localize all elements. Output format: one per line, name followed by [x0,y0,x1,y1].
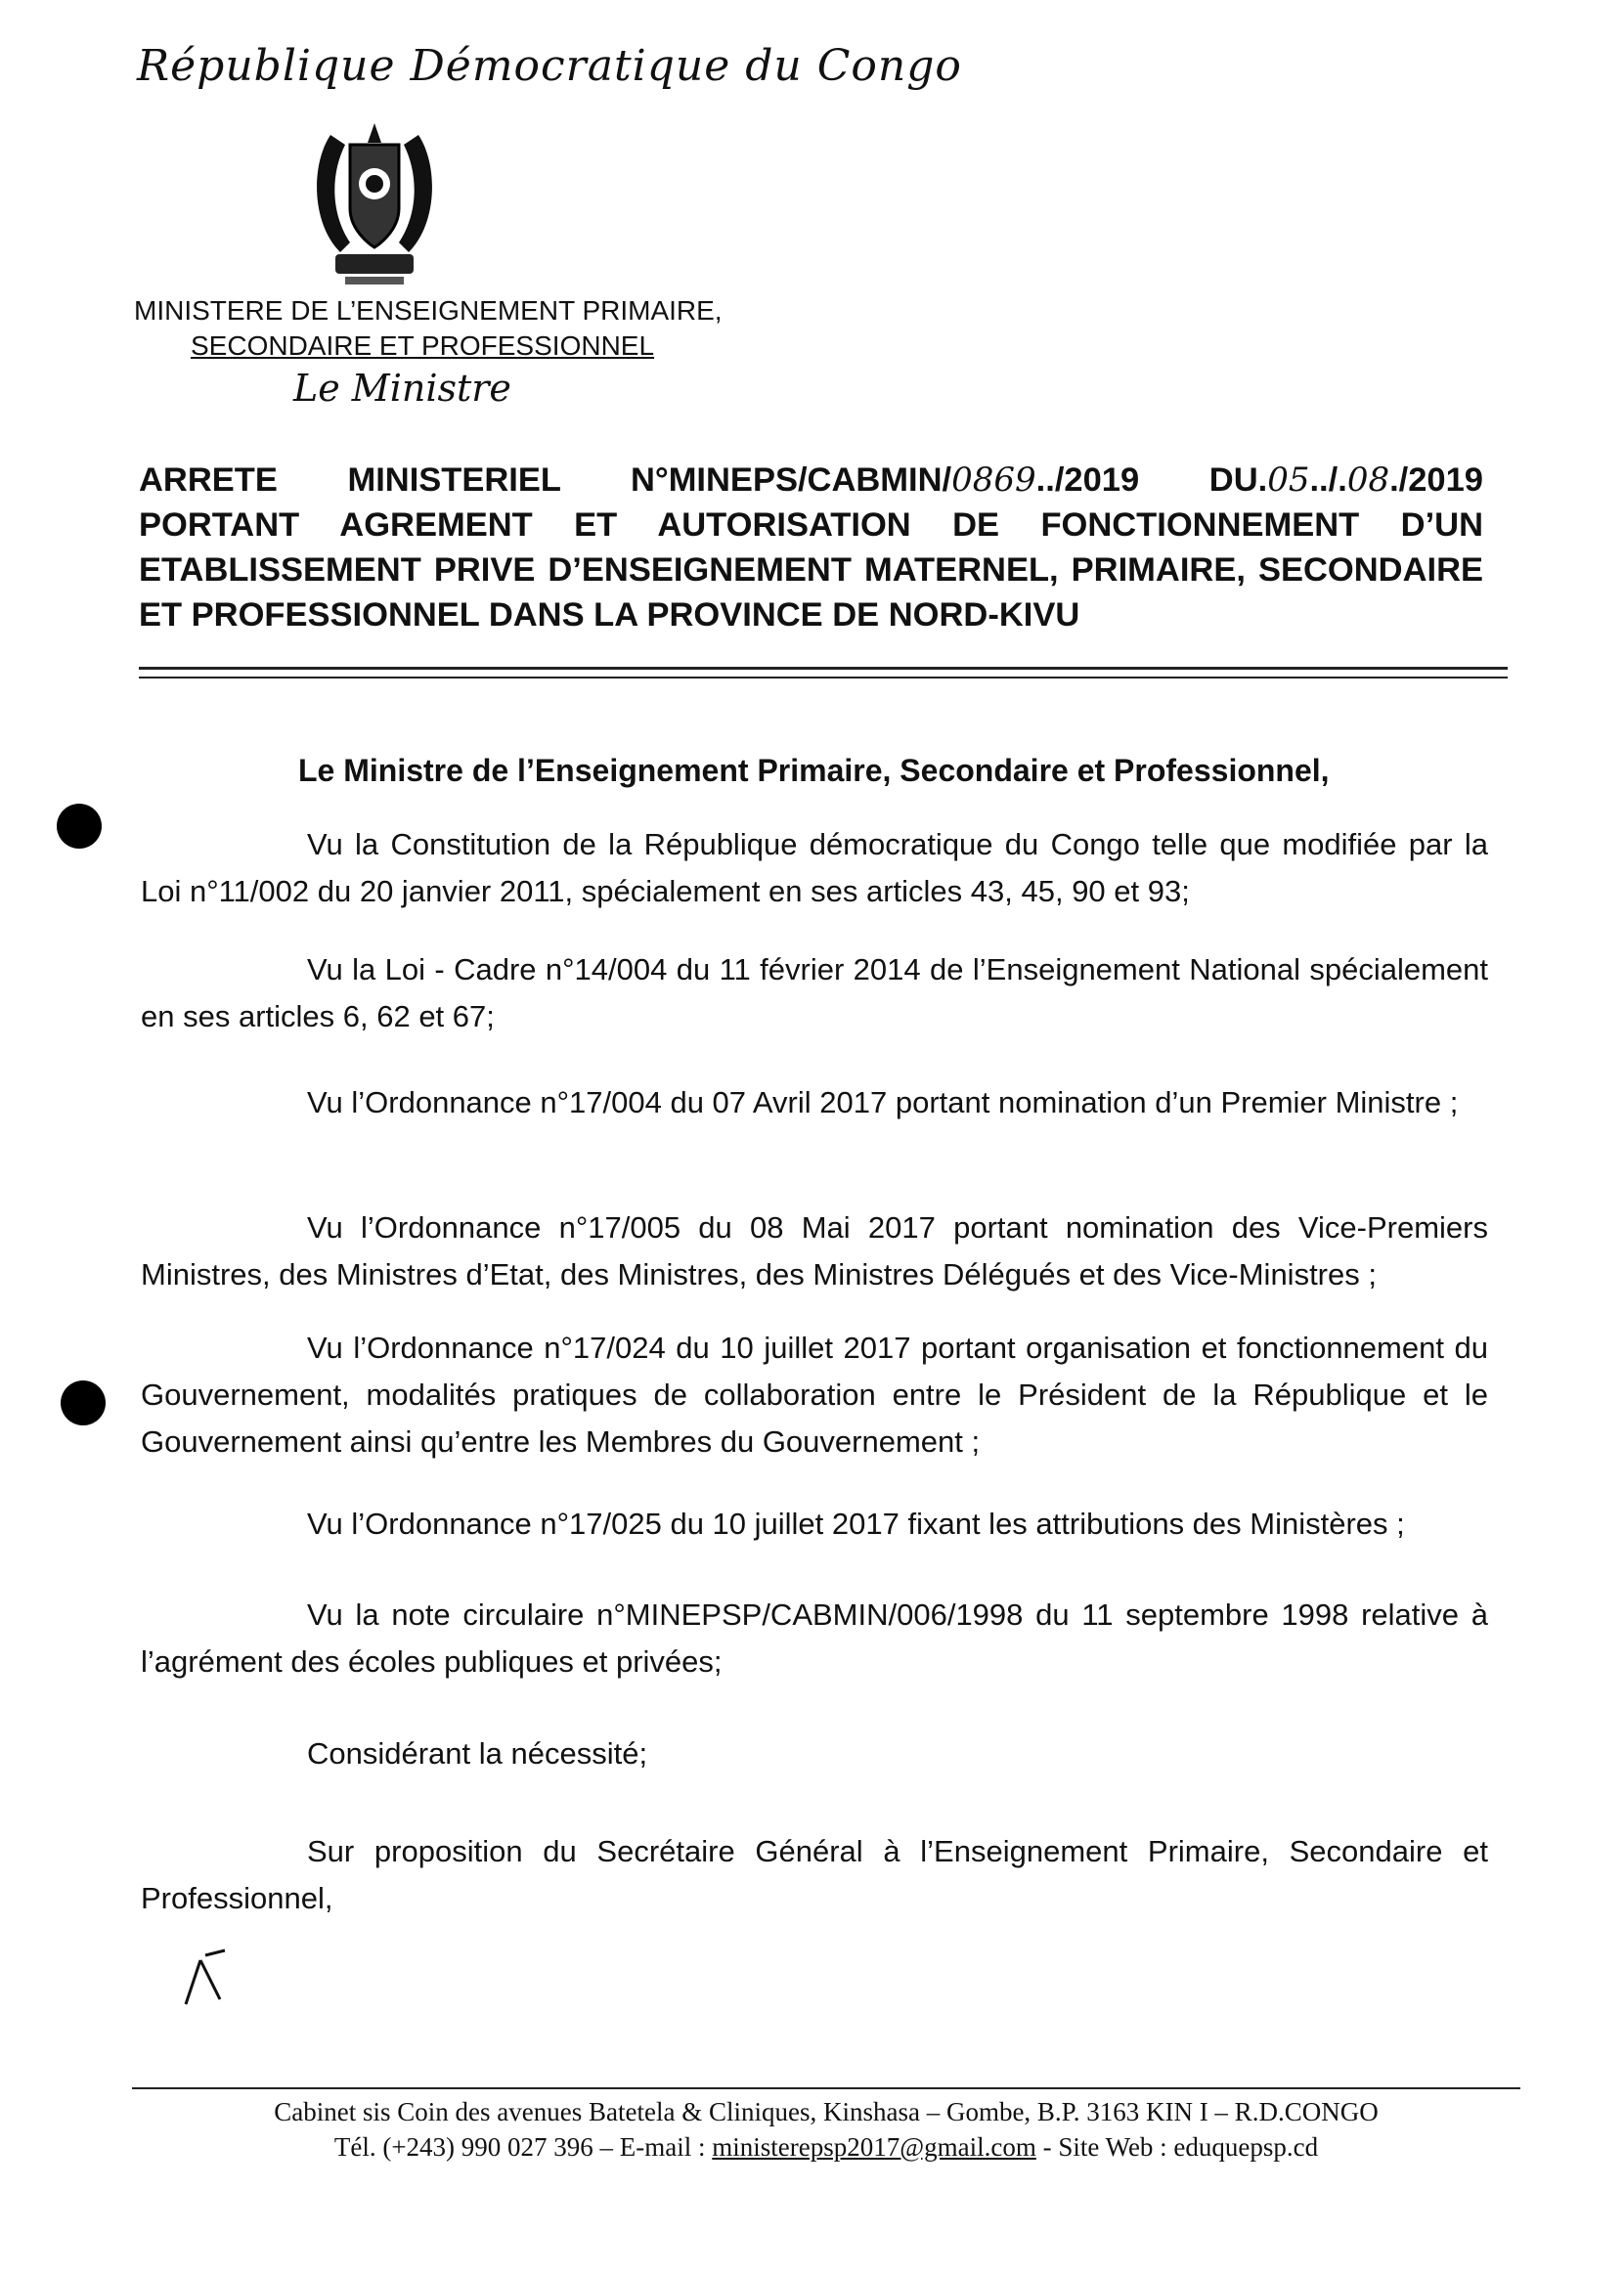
paragraph-ordonnance-025: Vu l’Ordonnance n°17/025 du 10 juillet 2017 fixant les attributions des Ministères ; [307,1507,1405,1541]
paragraph-ordonnance-005: Vu l’Ordonnance n°17/005 du 08 Mai 2017 portant nomination des Vice-Premiers Ministres, des Ministres d’Etat, des Ministres, des Ministres Délégués et des Vice-Ministres ; [141,1210,1488,1291]
paragraph-ordonnance-004: Vu l’Ordonnance n°17/004 du 07 Avril 2017 portant nomination d’un Premier Ministre ; [307,1085,1459,1119]
title-line-4: ET PROFESSIONNEL DANS LA PROVINCE DE NORD-KIVU [139,596,1080,634]
paragraph-considerant: Considérant la nécessité; [307,1736,648,1771]
handwritten-initial-mark [176,1946,235,2014]
footer-address: Cabinet sis Coin des avenues Batetela & Cliniques, Kinshasa – Gombe, B.P. 3163 KIN I – R.D.CONGO [274,2097,1379,2126]
paragraph-ordonnance-024: Vu l’Ordonnance n°17/024 du 10 juillet 2017 portant organisation et fonctionnement du Gouvernement, modalités pratiques de collaboration entre le Président de la République et le Gouvernement ainsi qu’entre les Membres du Gouvernement ; [141,1331,1488,1459]
paragraph-loi-cadre: Vu la Loi - Cadre n°14/004 du 11 février 2014 de l’Enseignement National spécialement en ses articles 6, 62 et 67; [141,952,1488,1033]
title-line-1: ARRETE MINISTERIEL N°MINEPS/CABMIN/0869../2019 DU.05../.08./2019 [139,460,1483,500]
coat-of-arms-icon [301,115,448,286]
paragraph-proposition: Sur proposition du Secrétaire Général à l’Enseignement Primaire, Secondaire et Professionnel, [141,1834,1488,1915]
footer [132,2094,1520,2165]
republic-heading: République Démocratique du Congo [137,41,962,91]
footer-email-link[interactable]: ministerepsp2017@gmail.com [712,2132,1036,2162]
ministry-line-2: SECONDAIRE ET PROFESSIONNEL [191,330,655,361]
decree-day: 05 [1267,460,1310,500]
title-line-2: PORTANT AGREMENT ET AUTORISATION DE FONCTIONNEMENT D’UN [139,506,1483,544]
footer-contact: Tél. (+243) 990 027 396 – E-mail : ministerepsp2017@gmail.com - Site Web : eduquepsp.cd [333,2132,1319,2162]
title-divider-top [139,667,1508,670]
decree-month: 08 [1346,460,1390,500]
ministry-line-1: MINISTERE DE L’ENSEIGNEMENT PRIMAIRE, [134,295,723,326]
punch-hole-top [57,804,102,849]
paragraph-note-circulaire: Vu la note circulaire n°MINEPSP/CABMIN/006/1998 du 11 septembre 1998 relative à l’agrément des écoles publiques et privées; [141,1598,1488,1679]
ministry-name [134,293,723,364]
paragraph-constitution: Vu la Constitution de la République démocratique du Congo telle que modifiée par la Loi n°11/002 du 20 janvier 2011, spécialement en ses articles 43, 45, 90 et 93; [141,827,1488,908]
le-ministre-heading: Le Ministre [293,367,511,410]
title-divider-bottom [139,677,1508,678]
punch-hole-bottom [61,1380,106,1425]
title-line-3: ETABLISSEMENT PRIVE D’ENSEIGNEMENT MATERNEL, PRIMAIRE, SECONDAIRE [139,551,1483,589]
decree-title [139,458,1483,637]
footer-divider [132,2087,1520,2089]
decree-number: 0869 [951,460,1036,500]
minister-heading: Le Ministre de l’Enseignement Primaire, Secondaire et Professionnel, [298,753,1330,788]
